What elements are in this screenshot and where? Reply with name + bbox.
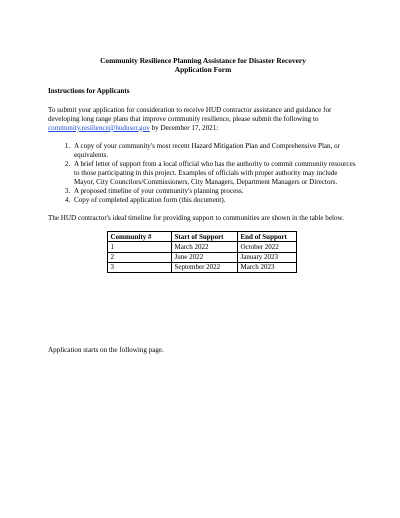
intro-paragraph — [48, 106, 358, 133]
document-content — [48, 56, 358, 273]
list-item: 2. A brief letter of support from a local official who has the authority to commit community resources to those participating in this project. Examples of officials with proper authority may include Mayor, City Councilors/Commissioners, City Managers, Department Managers or Directors. — [72, 160, 358, 187]
table-cell: September 2022 — [172, 262, 238, 272]
table-cell: October 2022 — [238, 242, 297, 252]
requirements-list — [48, 142, 358, 206]
table-cell: March 2022 — [172, 242, 238, 252]
intro-text-before-link: To submit your application for consideration to receive HUD contractor assistance and guidance for developing long range plans that improve community resilience, please submit the following to — [48, 105, 332, 123]
title-line-1: Community Resilience Planning Assistance for Disaster Recovery — [100, 56, 306, 65]
table-cell: 3 — [108, 262, 172, 272]
footer-note: Application starts on the following page. — [48, 346, 164, 354]
table-cell: 2 — [108, 252, 172, 262]
table-cell: March 2023 — [238, 262, 297, 272]
table-cell: June 2022 — [172, 252, 238, 262]
list-item: 3. A proposed timeline of your community's planning process. — [72, 187, 358, 196]
table-row — [108, 252, 297, 262]
list-item: 4. Copy of completed application form (this document). — [72, 196, 358, 205]
table-row — [108, 262, 297, 272]
table-cell: January 2023 — [238, 252, 297, 262]
intro-text-after-link: by December 17, 2021: — [149, 123, 219, 132]
table-intro: The HUD contractor's ideal timeline for providing support to communities are shown in the table below. — [48, 214, 344, 223]
list-item: 1. A copy of your community's most recent Hazard Mitigation Plan and Comprehensive Plan, or equivalents. — [72, 142, 358, 160]
table-header-row — [108, 232, 297, 242]
table-header-cell: End of Support — [238, 232, 297, 242]
table-header-cell: Community # — [108, 232, 172, 242]
table-header-cell: Start of Support — [172, 232, 238, 242]
email-link[interactable]: community.resilience@huduser.gov — [48, 123, 150, 132]
document-title — [48, 56, 358, 75]
instructions-heading: Instructions for Applicants — [48, 86, 130, 95]
table-row — [108, 242, 297, 252]
support-timeline-table — [107, 231, 297, 272]
table-cell: 1 — [108, 242, 172, 252]
title-line-2: Application Form — [174, 65, 232, 75]
